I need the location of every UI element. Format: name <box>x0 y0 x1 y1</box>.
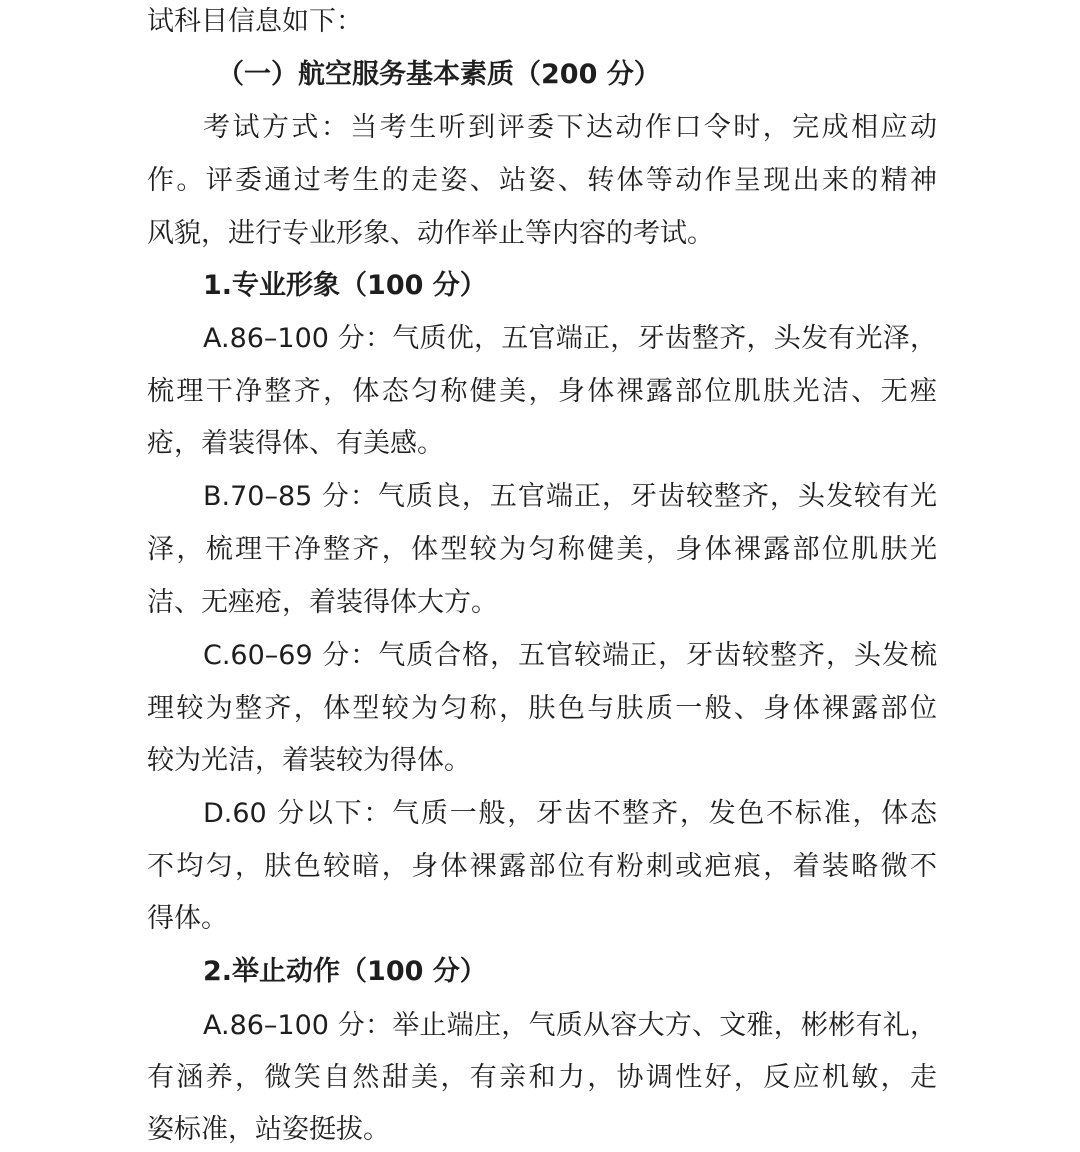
appearance-grade-a-line-1: A.86–100 分：气质优，五官端正，牙齿整齐，头发有光泽， <box>203 323 937 354</box>
appearance-grade-d-line-1: D.60 分以下：气质一般，牙齿不整齐，发色不标准，体态 <box>203 798 937 829</box>
exam-method-line-3: 风貌，进行专业形象、动作举止等内容的考试。 <box>147 218 714 249</box>
appearance-grade-c-line-3: 较为光洁，着装较为得体。 <box>147 745 471 776</box>
appearance-grade-c-line-1: C.60–69 分：气质合格，五官较端正，牙齿较整齐，头发梳 <box>203 640 937 671</box>
appearance-grade-d-line-3: 得体。 <box>147 903 228 934</box>
appearance-grade-b-line-3: 洁、无痤疮，着装得体大方。 <box>147 587 498 618</box>
subsection-heading-manners: 2.举止动作（100 分） <box>203 956 487 987</box>
appearance-grade-a-line-3: 疮，着装得体、有美感。 <box>147 428 444 459</box>
appearance-grade-d-line-2: 不均匀，肤色较暗，身体裸露部位有粉刺或疤痕，着装略微不 <box>147 851 937 882</box>
section-heading: （一）航空服务基本素质（200 分） <box>217 59 661 90</box>
manners-grade-a-line-3: 姿标准，站姿挺拔。 <box>147 1114 390 1145</box>
manners-grade-a-line-2: 有涵养，微笑自然甜美，有亲和力，协调性好，反应机敏，走 <box>147 1062 937 1093</box>
appearance-grade-c-line-2: 理较为整齐，体型较为匀称，肤色与肤质一般、身体裸露部位 <box>147 693 937 724</box>
appearance-grade-b-line-1: B.70–85 分：气质良，五官端正，牙齿较整齐，头发较有光 <box>203 481 937 512</box>
manners-grade-a-line-1: A.86–100 分：举止端庄，气质从容大方、文雅，彬彬有礼， <box>203 1010 937 1041</box>
exam-method-line-2: 作。评委通过考生的走姿、站姿、转体等动作呈现出来的精神 <box>147 165 937 196</box>
appearance-grade-b-line-2: 泽，梳理干净整齐，体型较为匀称健美，身体裸露部位肌肤光 <box>147 534 937 565</box>
subsection-heading-appearance: 1.专业形象（100 分） <box>203 270 487 301</box>
appearance-grade-a-line-2: 梳理干净整齐，体态匀称健美，身体裸露部位肌肤光洁、无痤 <box>147 376 937 407</box>
exam-method-line-1: 考试方式：当考生听到评委下达动作口令时，完成相应动 <box>203 112 937 143</box>
intro-line: 试科目信息如下： <box>147 6 363 37</box>
